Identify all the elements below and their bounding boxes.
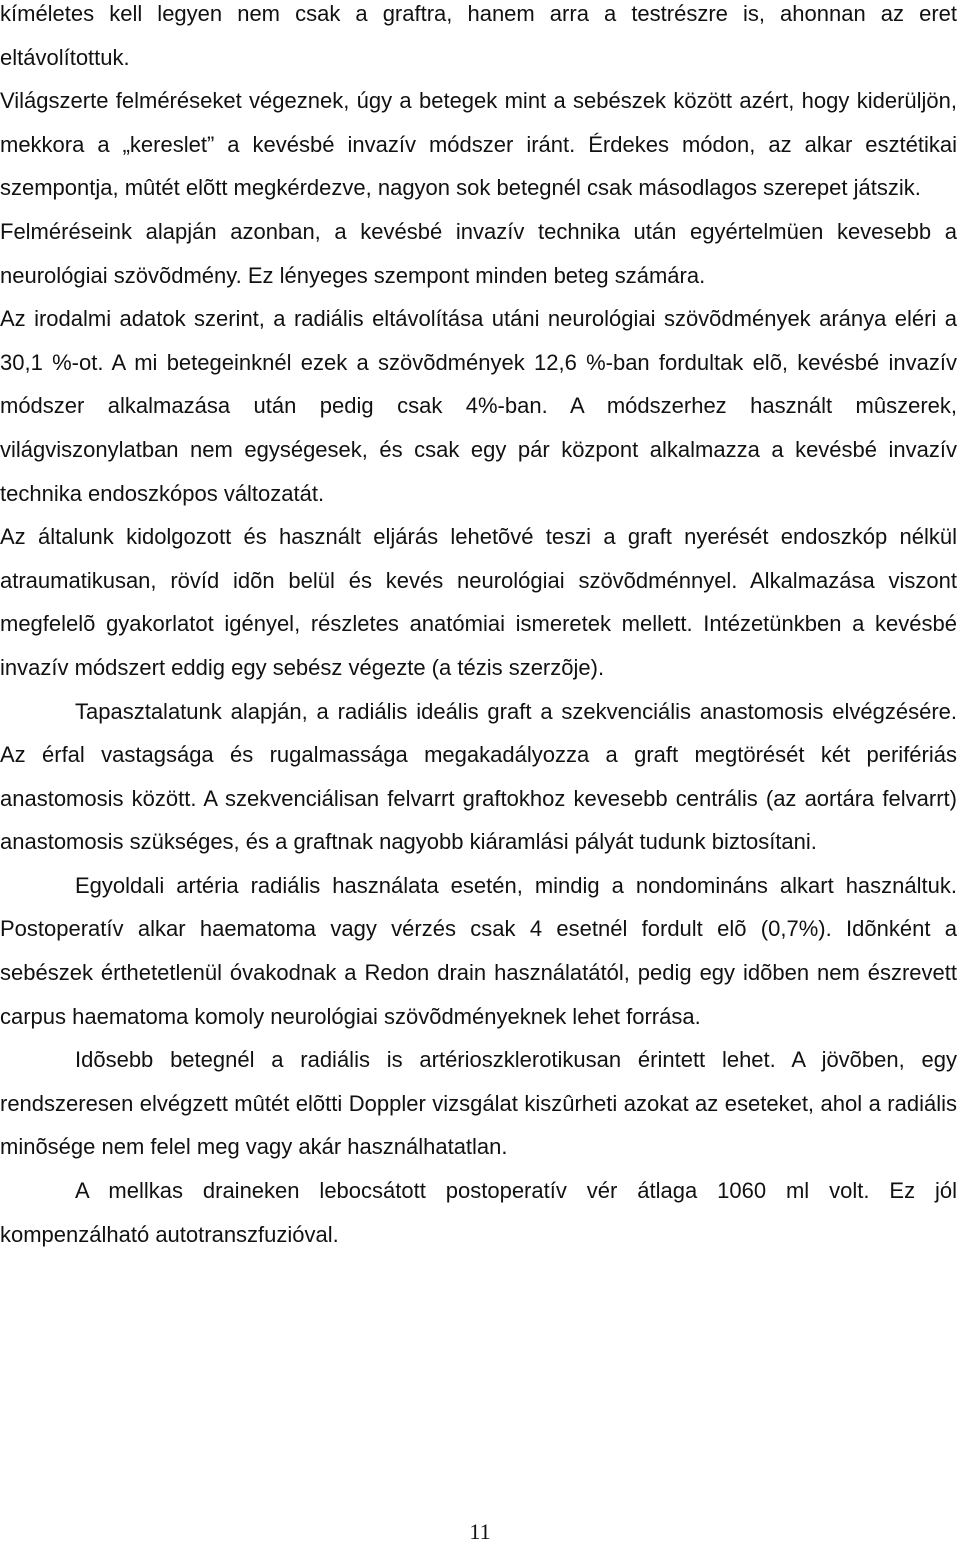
paragraph-7: Egyoldali artéria radiális használata esetén, mindig a nondomináns alkart használtuk. Postoperatív alkar haematoma vagy vérzés csak 4 esetnél fordult elõ (0,7%). Idõnként a sebészek érthetetlenül óvakodnak a Redon drain használatától, pedig egy idõben nem észrevett carpus haematoma komoly neurológiai szövõdményeknek lehet forrása. bbox=[0, 872, 957, 1029]
page-number: 11 bbox=[469, 1519, 491, 1544]
paragraph-4: Az irodalmi adatok szerint, a radiális eltávolítása utáni neurológiai szövõdmények aránya eléri a 30,1 %-ot. A mi betegeinknél ezek a szövõdmények 12,6 %-ban fordultak elõ, kevésbé invazív módszer alkalmazása után pedig csak 4%-ban. A módszerhez használt mûszerek, világviszonylatban nem egységesek, és csak egy pár központ alkalmazza a kevésbé invazív technika endoszkópos változatát. bbox=[0, 306, 957, 506]
paragraph-5: Az általunk kidolgozott és használt eljárás lehetõvé teszi a graft nyerését endoszkóp nélkül atraumatikusan, rövíd idõn belül és kevés neurológiai szövõdménnyel. Alkalmazása viszont megfelelõ gyakorlatot igényel, részletes anatómiai ismeretek mellett. Intézetünkben a kevésbé invazív módszert eddig egy sebész végezte (a tézis szerzõje). bbox=[0, 524, 957, 680]
paragraph-8: Idõsebb betegnél a radiális is artérioszklerotikusan érintett lehet. A jövõben, egy rendszeresen elvégzett mûtét elõtti Doppler vizsgálat kiszûrheti azokat az eseteket, ahol a radiális minõsége nem felel meg vagy akár használhatatlan. bbox=[0, 1047, 957, 1160]
paragraph-2: Világszerte felméréseket végeznek, úgy a betegek mint a sebészek között azért, hogy kiderüljön, mekkora a „kereslet” a kevésbé invazív módszer iránt. Érdekes módon, az alkar esztétikai szempontja, mûtét elõtt megkérdezve, nagyon sok betegnél csak másodlagos szerepet játszik. bbox=[0, 88, 957, 201]
paragraph-6: Tapasztalatunk alapján, a radiális ideális graft a szekvenciális anastomosis elvégzésére. Az érfal vastagsága és rugalmassága megakadályozza a graft megtörését két perifériás anastomosis között. A szekvenciálisan felvarrt graftokhoz kevesebb centrális (az aortára felvarrt) anastomosis szükséges, és a graftnak nagyobb kiáramlási pályát tudunk biztosítani. bbox=[0, 698, 957, 855]
paragraph-1: kíméletes kell legyen nem csak a graftra, hanem arra a testrészre is, ahonnan az eret eltávolítottuk. bbox=[0, 1, 957, 70]
paragraph-3: Felméréseink alapján azonban, a kevésbé invazív technika után egyértelmüen kevesebb a neurológiai szövõdmény. Ez lényeges szempont minden beteg számára. bbox=[0, 218, 957, 288]
paragraph-9: A mellkas draineken lebocsátott postoperatív vér átlaga 1060 ml volt. Ez jól kompenzálható autotranszfuzióval. bbox=[0, 1178, 957, 1247]
